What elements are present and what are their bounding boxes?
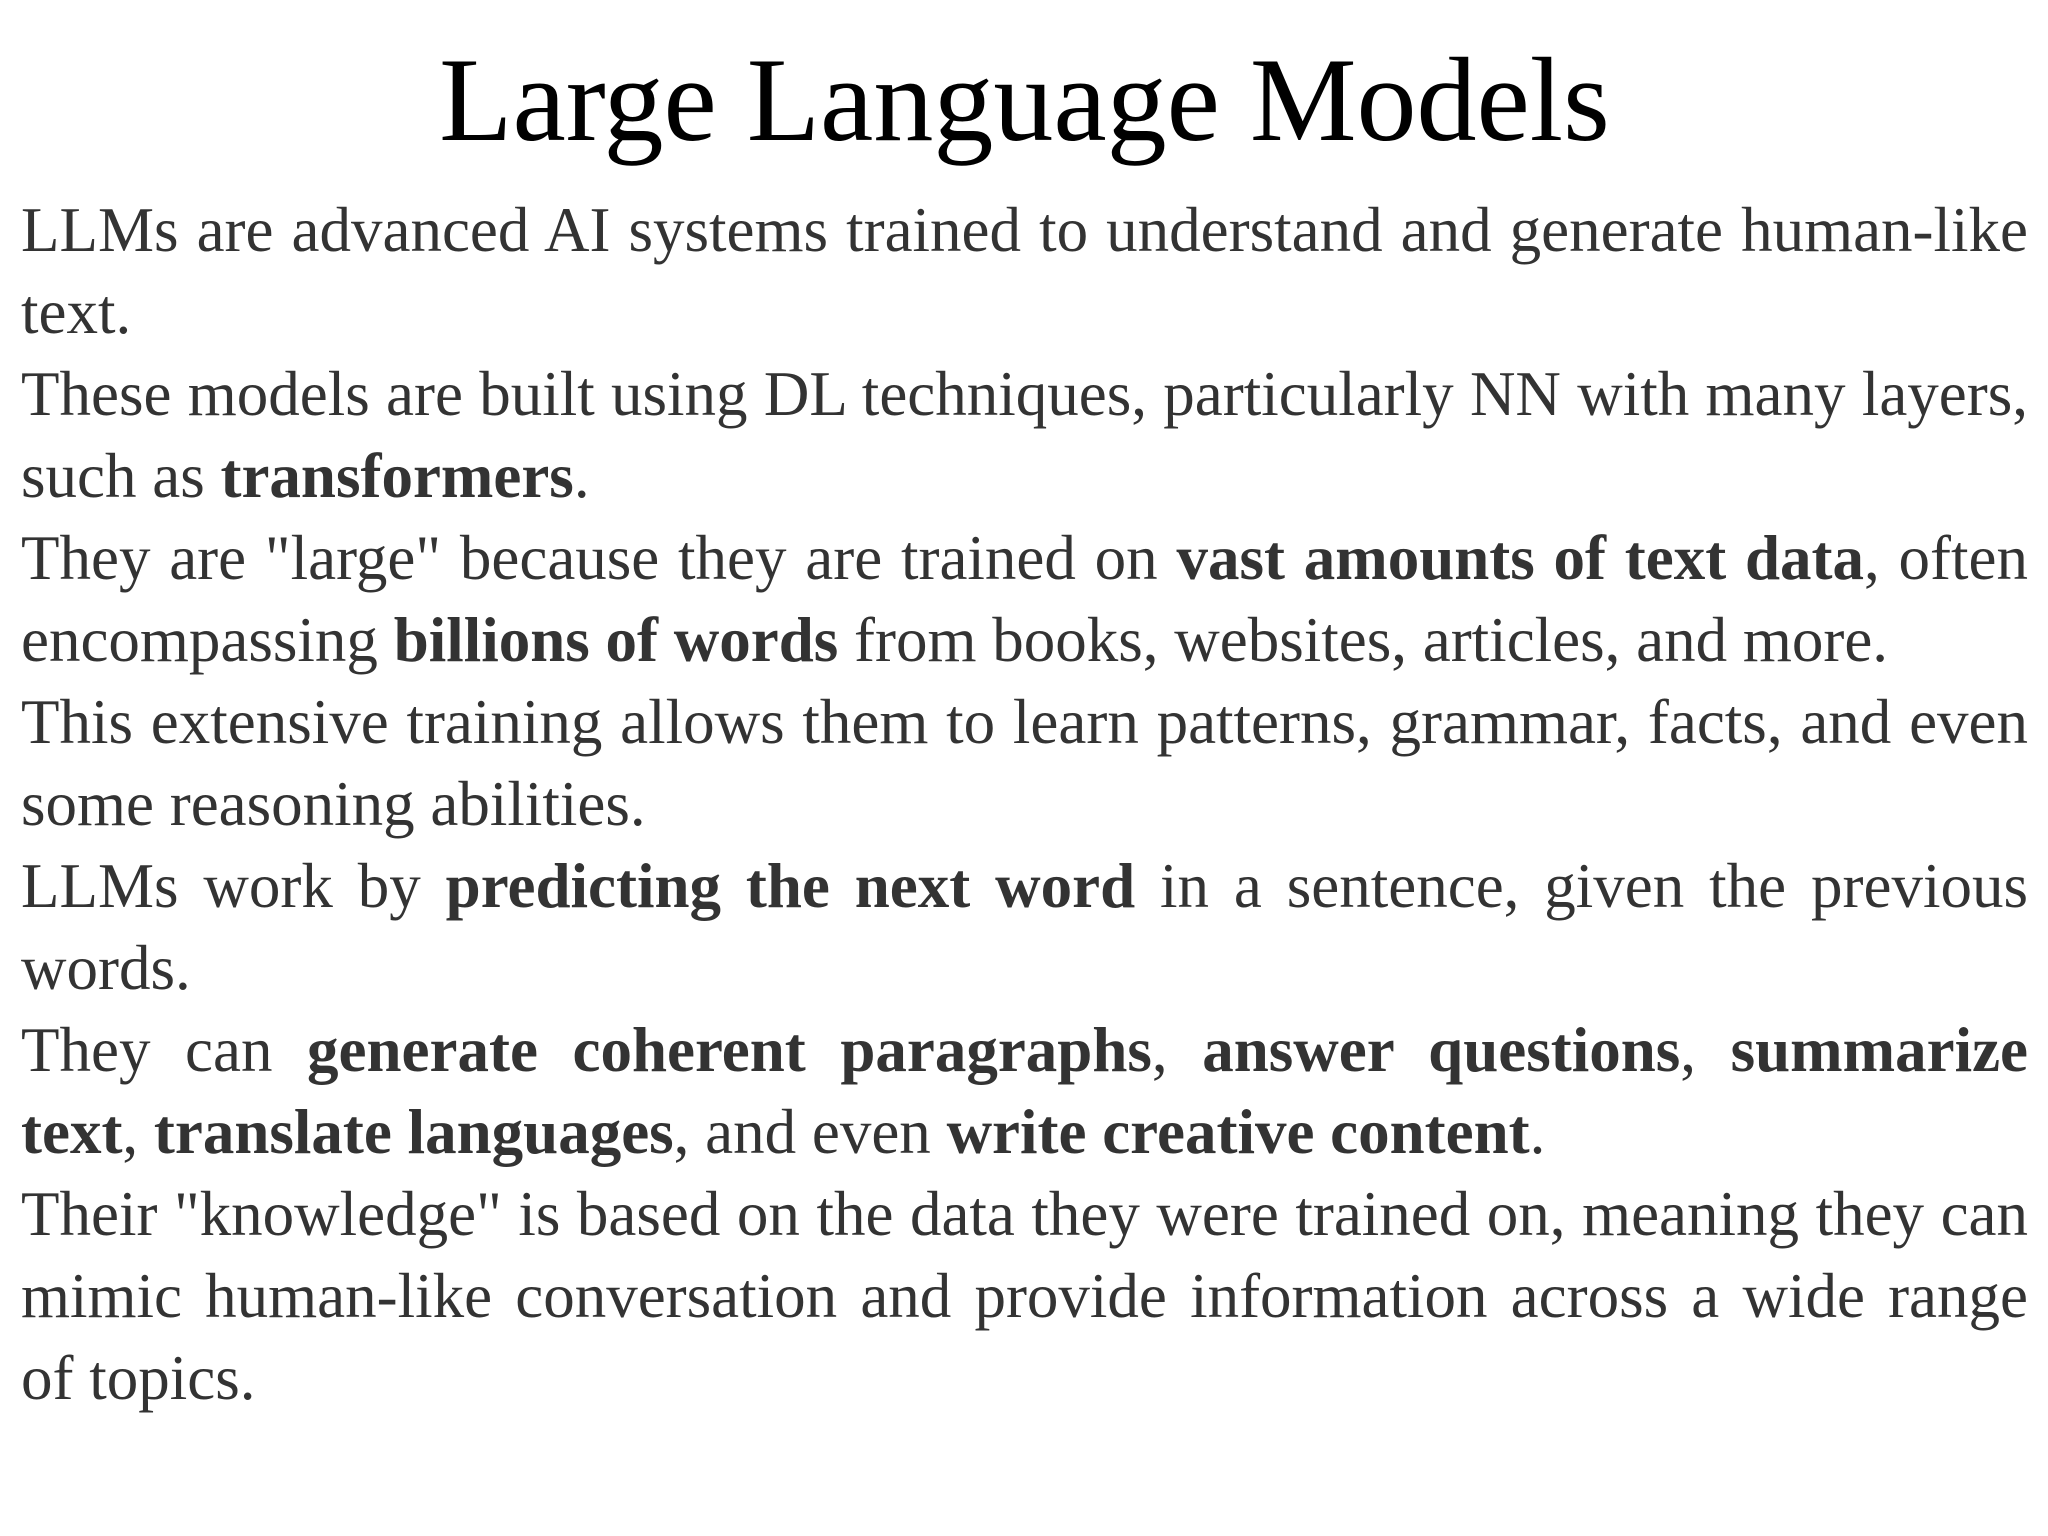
text-run: .: [573, 441, 590, 511]
slide-title: Large Language Models: [439, 33, 1610, 166]
text-run: LLMs work by: [21, 851, 446, 921]
paragraph: [21, 1009, 2028, 1173]
text-run: They are "large" because they are trained on: [21, 523, 1177, 593]
paragraph: [21, 1173, 2028, 1419]
text-run: from books, websites, articles, and more.: [838, 605, 1889, 675]
bold-text: summarize text: [21, 1015, 2029, 1167]
text-run: ,: [1680, 1015, 1731, 1085]
paragraph: [21, 517, 2028, 681]
text-run: ,: [1151, 1015, 1203, 1085]
bold-text: translate languages: [153, 1097, 674, 1167]
bold-text: transformers: [220, 441, 574, 511]
text-run: LLMs are advanced AI systems trained to understand and generate human-like text.: [21, 195, 2028, 347]
paragraph: [21, 681, 2028, 845]
text-run: Their "knowledge" is based on the data they were trained on, meaning they can mimic human-like conversation and provide information across a wide range of topics.: [21, 1179, 2028, 1413]
bold-text: predicting the next word: [445, 851, 1136, 921]
text-run: This extensive training allows them to learn patterns, grammar, facts, and even some reasoning abilities.: [21, 687, 2028, 839]
bold-text: vast amounts of text data: [1176, 523, 1865, 593]
bold-text: billions of words: [393, 605, 839, 675]
bold-text: answer questions: [1202, 1015, 1681, 1085]
text-run: in a sentence, given the previous words.: [21, 851, 2028, 1003]
slide-body: [21, 189, 2028, 1419]
text-run: , often encompassing: [21, 523, 2029, 675]
text-run: They can: [21, 1015, 308, 1085]
text-run: .: [1529, 1097, 1546, 1167]
paragraph: [21, 189, 2028, 353]
text-run: These models are built using DL techniques, particularly NN with many layers, such as: [21, 359, 2028, 511]
paragraph: [21, 353, 2028, 517]
paragraph: [21, 845, 2028, 1009]
text-run: ,: [122, 1097, 154, 1167]
bold-text: write creative content: [946, 1097, 1530, 1167]
text-run: , and even: [673, 1097, 947, 1167]
bold-text: generate coherent paragraphs: [307, 1015, 1152, 1085]
